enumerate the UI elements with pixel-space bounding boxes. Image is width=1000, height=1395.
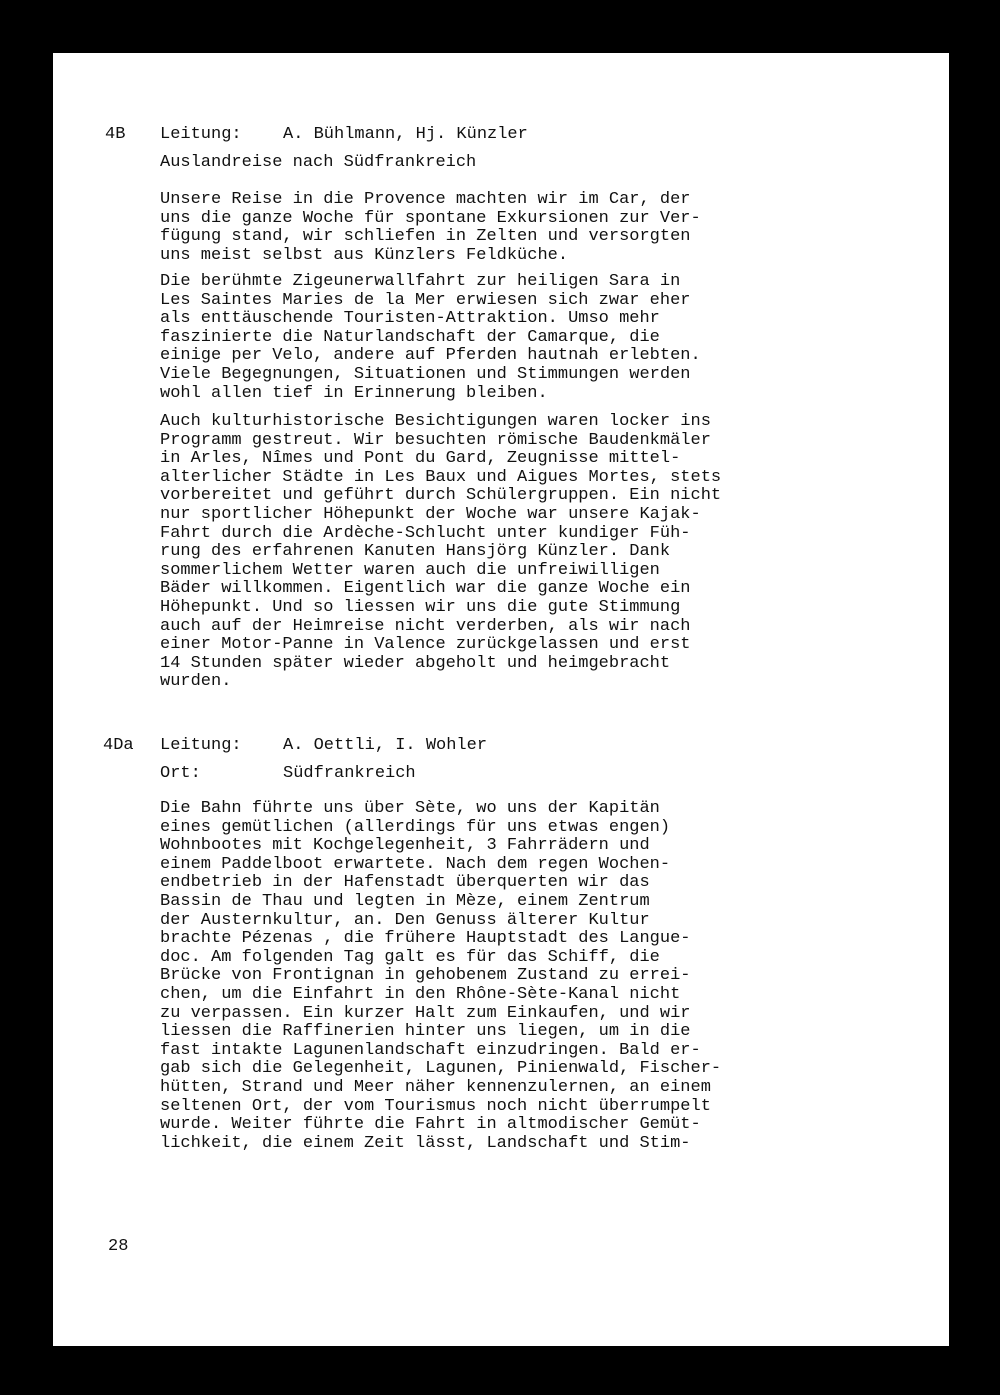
text-line: chen, um die Einfahrt in den Rhône-Sète-Kanal nicht bbox=[160, 984, 681, 1004]
text-line: faszinierte die Naturlandschaft der Camarque, die bbox=[160, 327, 660, 347]
text-line: wohl allen tief in Erinnerung bleiben. bbox=[160, 383, 548, 403]
text-line: Bäder willkommen. Eigentlich war die ganze Woche ein bbox=[160, 579, 691, 599]
section-4b-paragraph-2 bbox=[160, 273, 800, 403]
page-number: 28 bbox=[108, 1237, 129, 1256]
text-line: eines gemütlichen (allerdings für uns etwas engen) bbox=[160, 817, 671, 837]
text-line: uns meist selbst aus Künzlers Feldküche. bbox=[160, 245, 569, 265]
section-4da-ort-label: Ort: bbox=[160, 764, 201, 783]
document-page bbox=[53, 53, 949, 1346]
text-line: lichkeit, die einem Zeit lässt, Landschaft und Stim- bbox=[160, 1133, 691, 1153]
text-line: wurden. bbox=[160, 672, 232, 692]
text-line: Auch kulturhistorische Besichtigungen waren locker ins bbox=[160, 412, 711, 431]
section-4b-subtitle: Auslandreise nach Südfrankreich bbox=[160, 153, 477, 172]
text-line: alterlicher Städte in Les Baux und Aigues Mortes, stets bbox=[160, 467, 722, 487]
text-line: 14 Stunden später wieder abgeholt und heimgebracht bbox=[160, 653, 671, 673]
text-line: sommerlichem Wetter waren auch die unfreiwilligen bbox=[160, 560, 660, 580]
text-line: fügung stand, wir schliefen in Zelten und versorgten bbox=[160, 227, 691, 247]
text-line: doc. Am folgenden Tag galt es für das Schiff, die bbox=[160, 947, 660, 967]
text-line: Viele Begegnungen, Situationen und Stimmungen werden bbox=[160, 364, 691, 384]
text-line: einem Paddelboot erwartete. Nach dem regen Wochen- bbox=[160, 854, 671, 874]
text-line: einige per Velo, andere auf Pferden hautnah erlebten. bbox=[160, 346, 701, 366]
text-line: Fahrt durch die Ardèche-Schlucht unter kundiger Füh- bbox=[160, 523, 691, 543]
text-line: Bassin de Thau und legten in Mèze, einem Zentrum bbox=[160, 891, 650, 911]
text-line: auch auf der Heimreise nicht verderben, als wir nach bbox=[160, 616, 691, 636]
text-line: fast intakte Lagunenlandschaft einzudringen. Bald er- bbox=[160, 1040, 701, 1060]
section-4b-paragraph-3 bbox=[160, 413, 800, 692]
text-line: wurde. Weiter führte die Fahrt in altmodischer Gemüt- bbox=[160, 1115, 701, 1135]
text-line: hütten, Strand und Meer näher kennenzulernen, an einem bbox=[160, 1077, 711, 1097]
section-4da-leitung-value: A. Oettli, I. Wohler bbox=[283, 736, 488, 755]
text-line: als enttäuschende Touristen-Attraktion. Umso mehr bbox=[160, 309, 660, 329]
text-line: vorbereitet und geführt durch Schülergruppen. Ein nicht bbox=[160, 486, 722, 506]
text-line: rung des erfahrenen Kanuten Hansjörg Künzler. Dank bbox=[160, 542, 671, 562]
text-line: uns die ganze Woche für spontane Exkursionen zur Ver- bbox=[160, 208, 701, 228]
text-line: zu verpassen. Ein kurzer Halt zum Einkaufen, und wir bbox=[160, 1003, 691, 1023]
text-line: Les Saintes Maries de la Mer erwiesen sich zwar eher bbox=[160, 290, 691, 310]
text-line: liessen die Raffinerien hinter uns liegen, um in die bbox=[160, 1022, 691, 1042]
section-4da-paragraph-1 bbox=[160, 800, 800, 1153]
text-line: nur sportlicher Höhepunkt der Woche war unsere Kajak- bbox=[160, 504, 701, 524]
section-4b-number: 4B bbox=[105, 125, 126, 144]
section-4b-leitung-label: Leitung: bbox=[160, 125, 242, 144]
text-line: gab sich die Gelegenheit, Lagunen, Pinienwald, Fischer- bbox=[160, 1059, 722, 1079]
text-line: Wohnbootes mit Kochgelegenheit, 3 Fahrrädern und bbox=[160, 836, 650, 856]
section-4b-paragraph-1 bbox=[160, 191, 800, 265]
text-line: Unsere Reise in die Provence machten wir im Car, der bbox=[160, 190, 691, 209]
text-line: endbetrieb in der Hafenstadt überquerten wir das bbox=[160, 873, 650, 893]
text-line: einer Motor-Panne in Valence zurückgelassen und erst bbox=[160, 635, 691, 655]
text-line: Die berühmte Zigeunerwallfahrt zur heiligen Sara in bbox=[160, 272, 681, 291]
text-line: der Austernkultur, an. Den Genuss älterer Kultur bbox=[160, 910, 650, 930]
section-4da-leitung-label: Leitung: bbox=[160, 736, 242, 755]
section-4da-number: 4Da bbox=[103, 736, 134, 755]
section-4b-leitung-value: A. Bühlmann, Hj. Künzler bbox=[283, 125, 528, 144]
text-line: seltenen Ort, der vom Tourismus noch nicht überrumpelt bbox=[160, 1096, 711, 1116]
section-4da-ort-value: Südfrankreich bbox=[283, 764, 416, 783]
text-line: Brücke von Frontignan in gehobenem Zustand zu errei- bbox=[160, 966, 691, 986]
text-line: brachte Pézenas , die frühere Hauptstadt des Langue- bbox=[160, 929, 691, 949]
text-line: Die Bahn führte uns über Sète, wo uns der Kapitän bbox=[160, 799, 660, 818]
text-line: in Arles, Nîmes und Pont du Gard, Zeugnisse mittel- bbox=[160, 449, 681, 469]
text-line: Höhepunkt. Und so liessen wir uns die gute Stimmung bbox=[160, 597, 681, 617]
text-line: Programm gestreut. Wir besuchten römische Baudenkmäler bbox=[160, 430, 711, 450]
